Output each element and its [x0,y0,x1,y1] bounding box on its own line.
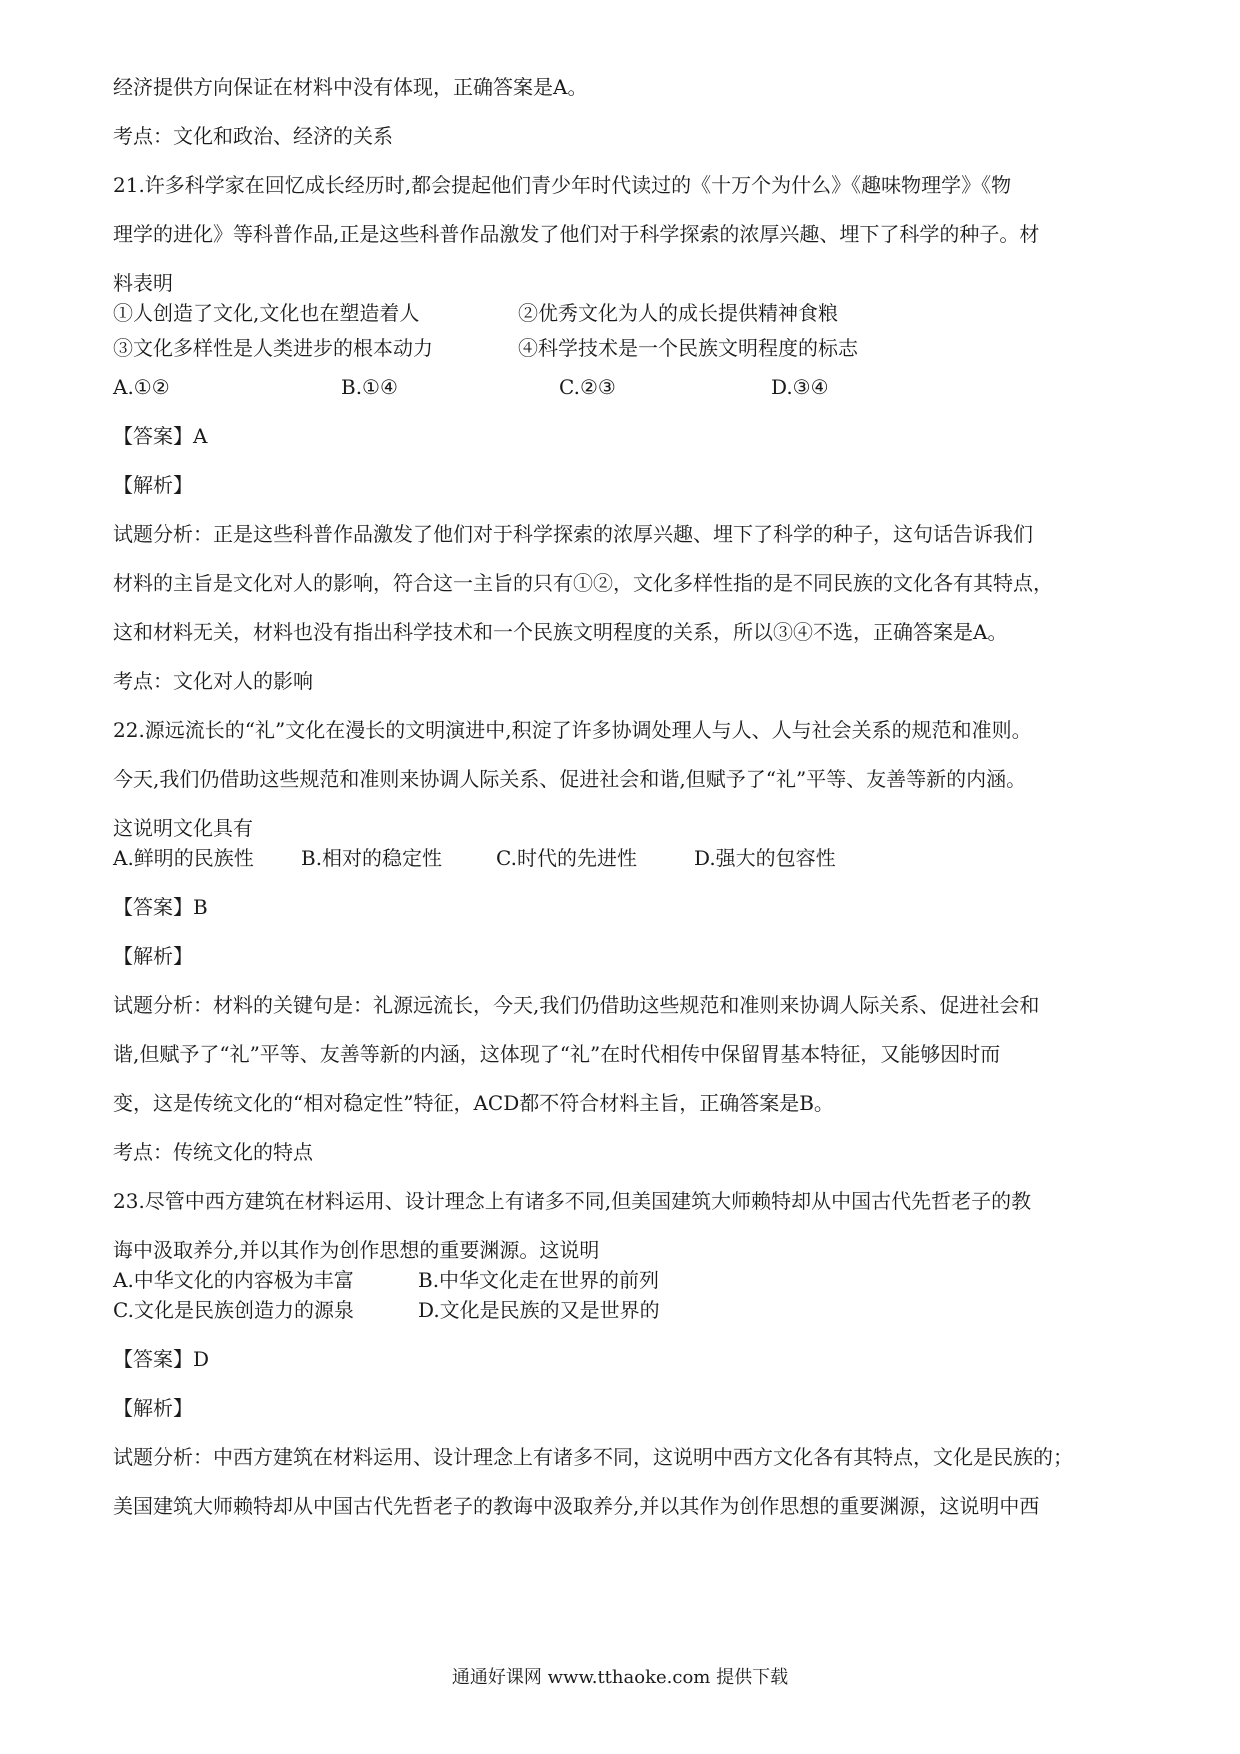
option-b: B.中华文化走在世界的前列 [418,1268,660,1292]
analysis-text: 试题分析：正是这些科普作品激发了他们对于科学探索的浓厚兴趣、埋下了科学的种子，这句话告诉我们 [113,522,1033,546]
page-footer: 通通好课网 www.tthaoke.com 提供下载 [451,1667,789,1688]
question-22-stem: 22.源远流长的“礼”文化在漫长的文明演进中,积淀了许多协调处理人与人、人与社会关系的规范和准则。 [113,718,1032,742]
option-b: B.①④ [341,375,398,399]
statement-4: ④科学技术是一个民族文明程度的标志 [518,336,858,360]
question-22-options [113,843,1143,873]
question-23-stem: 诲中汲取养分,并以其作为创作思想的重要渊源。这说明 [113,1238,600,1262]
option-c: C.文化是民族创造力的源泉 [113,1298,354,1322]
exam-point: 考点：传统文化的特点 [113,1140,313,1164]
question-21-statements [113,298,1143,328]
option-c: C.②③ [559,375,616,399]
question-21-stem: 21.许多科学家在回忆成长经历时,都会提起他们青少年时代读过的《十万个为什么》《趣味物理学》《物 [113,173,1012,197]
analysis-text: 美国建筑大师赖特却从中国古代先哲老子的教诲中汲取养分,并以其作为创作思想的重要渊源，这说明中西 [113,1494,1040,1518]
question-21-statements [113,333,1143,363]
question-21-stem: 理学的进化》等科普作品,正是这些科普作品激发了他们对于科学探索的浓厚兴趣、埋下了科学的种子。材 [113,222,1040,246]
paragraph-line: 经济提供方向保证在材料中没有体现，正确答案是A。 [113,75,588,99]
question-22-stem: 今天,我们仍借助这些规范和准则来协调人际关系、促进社会和谐,但赋予了“礼”平等、友善等新的内涵。 [113,767,1027,791]
answer: 【答案】A [113,424,208,448]
answer: 【答案】B [113,895,208,919]
analysis-heading: 【解析】 [113,473,193,497]
document-page [113,72,1143,1521]
option-c: C.时代的先进性 [496,846,637,870]
question-21-stem: 料表明 [113,271,173,295]
option-d: D.文化是民族的又是世界的 [418,1298,660,1322]
exam-point: 考点：文化和政治、经济的关系 [113,124,393,148]
option-a: A.中华文化的内容极为丰富 [113,1268,354,1292]
question-23-options [113,1295,1143,1325]
question-21-options [113,372,1143,402]
option-d: D.③④ [771,375,829,399]
analysis-text: 试题分析：材料的关键句是：礼源远流长，今天,我们仍借助这些规范和准则来协调人际关系、促进社会和 [113,993,1040,1017]
analysis-text: 材料的主旨是文化对人的影响，符合这一主旨的只有①②，文化多样性指的是不同民族的文化各有其特点， [113,571,1053,595]
analysis-text: 试题分析：中西方建筑在材料运用、设计理念上有诸多不同，这说明中西方文化各有其特点，文化是民族的； [113,1445,1073,1469]
analysis-heading: 【解析】 [113,1396,193,1420]
answer: 【答案】D [113,1347,210,1371]
question-23-options [113,1265,1143,1295]
option-b: B.相对的稳定性 [301,846,443,870]
statement-3: ③文化多样性是人类进步的根本动力 [113,336,433,360]
statement-1: ①人创造了文化,文化也在塑造着人 [113,301,420,325]
exam-point: 考点：文化对人的影响 [113,669,313,693]
question-22-stem: 这说明文化具有 [113,816,253,840]
option-d: D.强大的包容性 [694,846,836,870]
analysis-heading: 【解析】 [113,944,193,968]
option-a: A.①② [113,375,170,399]
analysis-text: 变，这是传统文化的“相对稳定性”特征，ACD都不符合材料主旨，正确答案是B。 [113,1091,834,1115]
analysis-text: 这和材料无关，材料也没有指出科学技术和一个民族文明程度的关系，所以③④不选，正确答案是A。 [113,620,1008,644]
statement-2: ②优秀文化为人的成长提供精神食粮 [518,301,838,325]
analysis-text: 谐,但赋予了“礼”平等、友善等新的内涵，这体现了“礼”在时代相传中保留胃基本特征，又能够因时而 [113,1042,1001,1066]
question-23-stem: 23.尽管中西方建筑在材料运用、设计理念上有诸多不同,但美国建筑大师赖特却从中国古代先哲老子的教 [113,1189,1032,1213]
option-a: A.鲜明的民族性 [113,846,254,870]
